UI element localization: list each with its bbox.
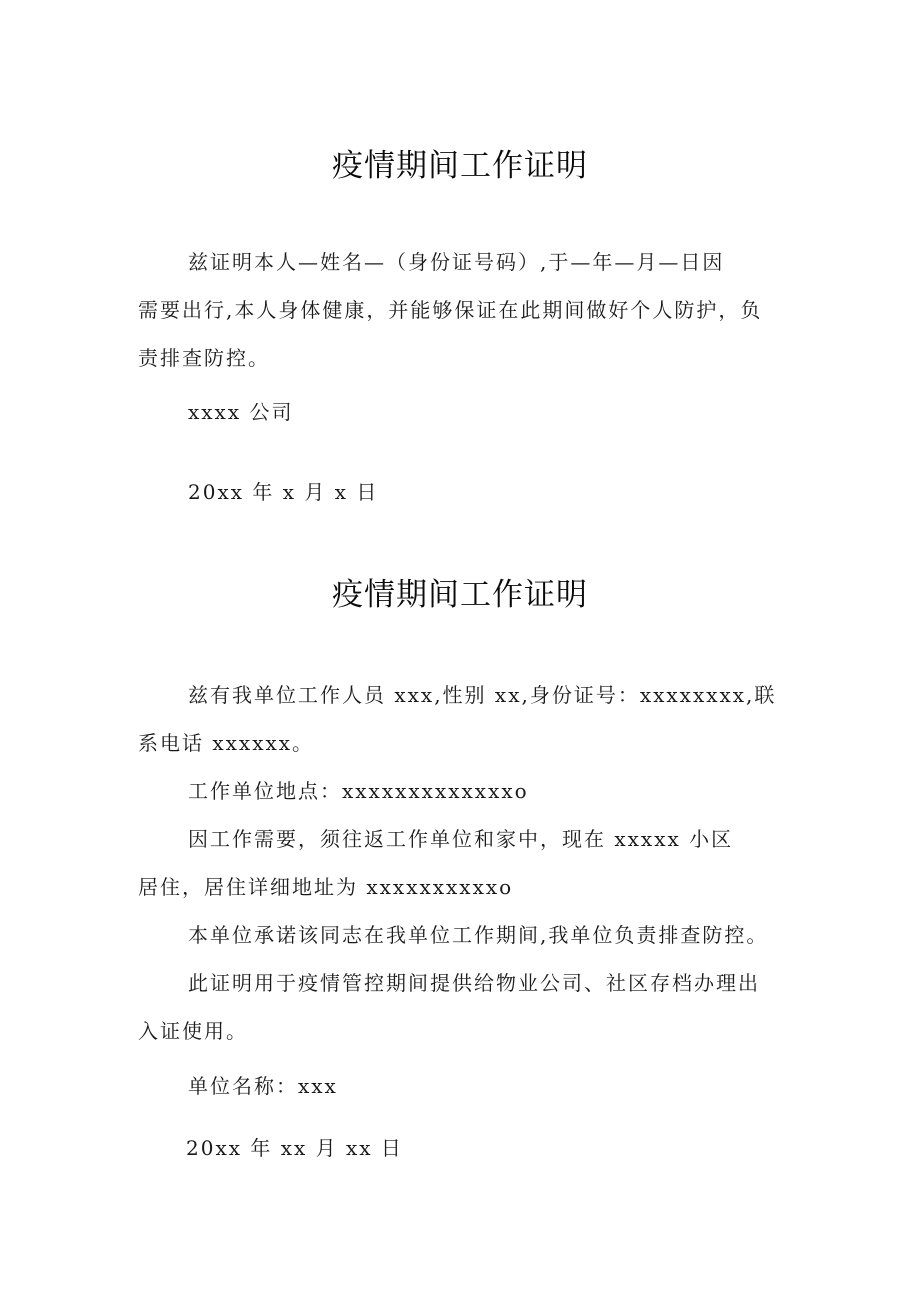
certificate-2-para3-line-2: 居住，居住详细地址为 xxxxxxxxxxo: [138, 875, 514, 899]
certificate-2-para3-line-1: 因工作需要，须往返工作单位和家中，现在 xxxxx 小区: [188, 827, 734, 851]
certificate-2-para1-line-2: 系电话 xxxxxx。: [138, 731, 315, 755]
certificate-2-commitment: 本单位承诺该同志在我单位工作期间,我单位负责排查防控。: [188, 923, 769, 947]
certificate-2-para1-line-1: 兹有我单位工作人员 xxx,性别 xx,身份证号：xxxxxxxx,联: [188, 683, 777, 707]
certificate-2-purpose-line-1: 此证明用于疫情管控期间提供给物业公司、社区存档办理出: [188, 971, 760, 995]
certificate-1-body-line-3: 责排查防控。: [138, 346, 270, 370]
certificate-2-address: 工作单位地点：xxxxxxxxxxxxxo: [188, 779, 529, 803]
certificate-2-unit-name: 单位名称：xxx: [188, 1074, 338, 1098]
certificate-2-date: 20xx 年 xx 月 xx 日: [186, 1136, 403, 1160]
certificate-title-2: 疫情期间工作证明: [332, 577, 588, 613]
certificate-1-body-line-1: 兹证明本人—姓名—（身份证号码）,于—年—月—日因: [188, 250, 725, 274]
certificate-1-company: xxxx 公司: [188, 400, 294, 424]
certificate-2-purpose-line-2: 入证使用。: [138, 1019, 248, 1043]
certificate-title-1: 疫情期间工作证明: [332, 148, 588, 184]
certificate-1-date: 20xx 年 x 月 x 日: [188, 480, 379, 504]
certificate-1-body-line-2: 需要出行,本人身体健康，并能够保证在此期间做好个人防护，负: [138, 298, 763, 322]
